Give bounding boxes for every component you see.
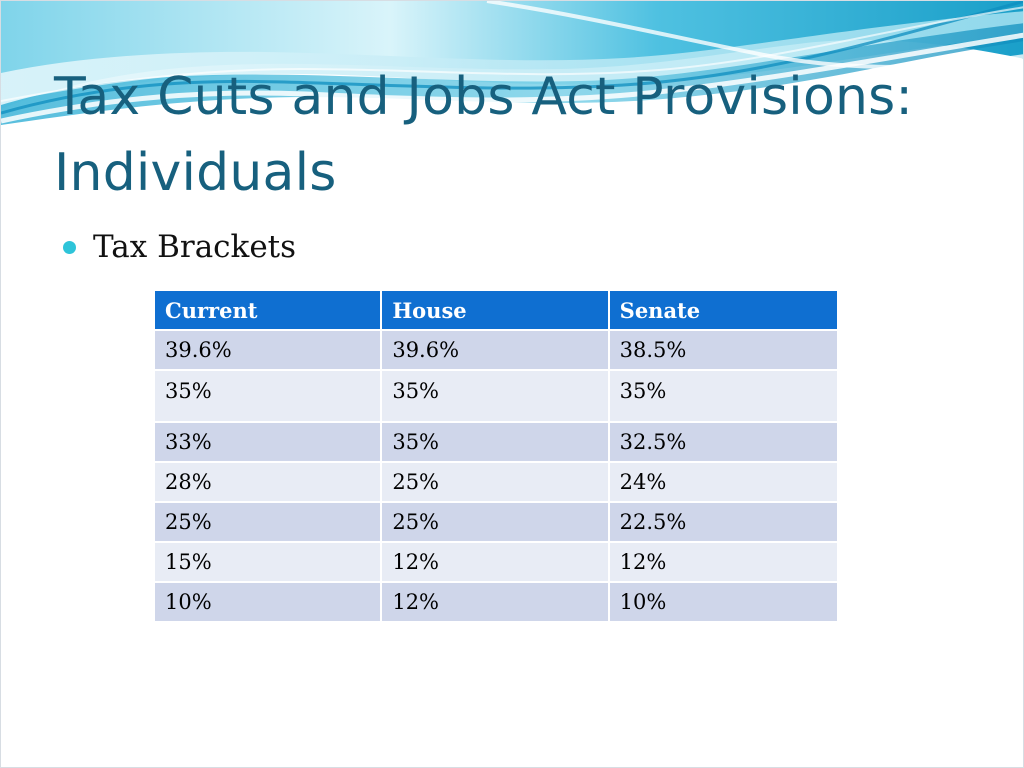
- cell-senate: 10%: [610, 583, 837, 623]
- cell-senate: 24%: [610, 463, 837, 503]
- cell-senate: 32.5%: [610, 423, 837, 463]
- cell-current: 15%: [155, 543, 382, 583]
- cell-senate: 22.5%: [610, 503, 837, 543]
- table-body: [155, 331, 837, 623]
- cell-current: 33%: [155, 423, 382, 463]
- table-row: [155, 543, 837, 583]
- cell-house: 35%: [382, 371, 609, 423]
- table-row: [155, 583, 837, 623]
- table-row: [155, 423, 837, 463]
- table-row: [155, 503, 837, 543]
- cell-senate: 12%: [610, 543, 837, 583]
- cell-current: 35%: [155, 371, 382, 423]
- cell-senate: 38.5%: [610, 331, 837, 371]
- bullet-dot-icon: [63, 241, 76, 254]
- table-row: [155, 463, 837, 503]
- column-header-house: House: [382, 291, 609, 331]
- slide-title: Tax Cuts and Jobs Act Provisions: Individuals: [54, 67, 914, 203]
- cell-current: 28%: [155, 463, 382, 503]
- column-header-current: Current: [155, 291, 382, 331]
- cell-senate: 35%: [610, 371, 837, 423]
- cell-current: 39.6%: [155, 331, 382, 371]
- cell-current: 10%: [155, 583, 382, 623]
- cell-house: 12%: [382, 543, 609, 583]
- cell-house: 25%: [382, 463, 609, 503]
- table-header: [155, 291, 837, 331]
- bullet-text: Tax Brackets: [93, 229, 297, 265]
- table-header-row: [155, 291, 837, 331]
- cell-house: 39.6%: [382, 331, 609, 371]
- table-row: [155, 371, 837, 423]
- table-row: [155, 331, 837, 371]
- cell-house: 25%: [382, 503, 609, 543]
- bullet-item-tax-brackets: [63, 225, 296, 269]
- cell-house: 12%: [382, 583, 609, 623]
- tax-brackets-table: [155, 291, 837, 623]
- cell-house: 35%: [382, 423, 609, 463]
- column-header-senate: Senate: [610, 291, 837, 331]
- cell-current: 25%: [155, 503, 382, 543]
